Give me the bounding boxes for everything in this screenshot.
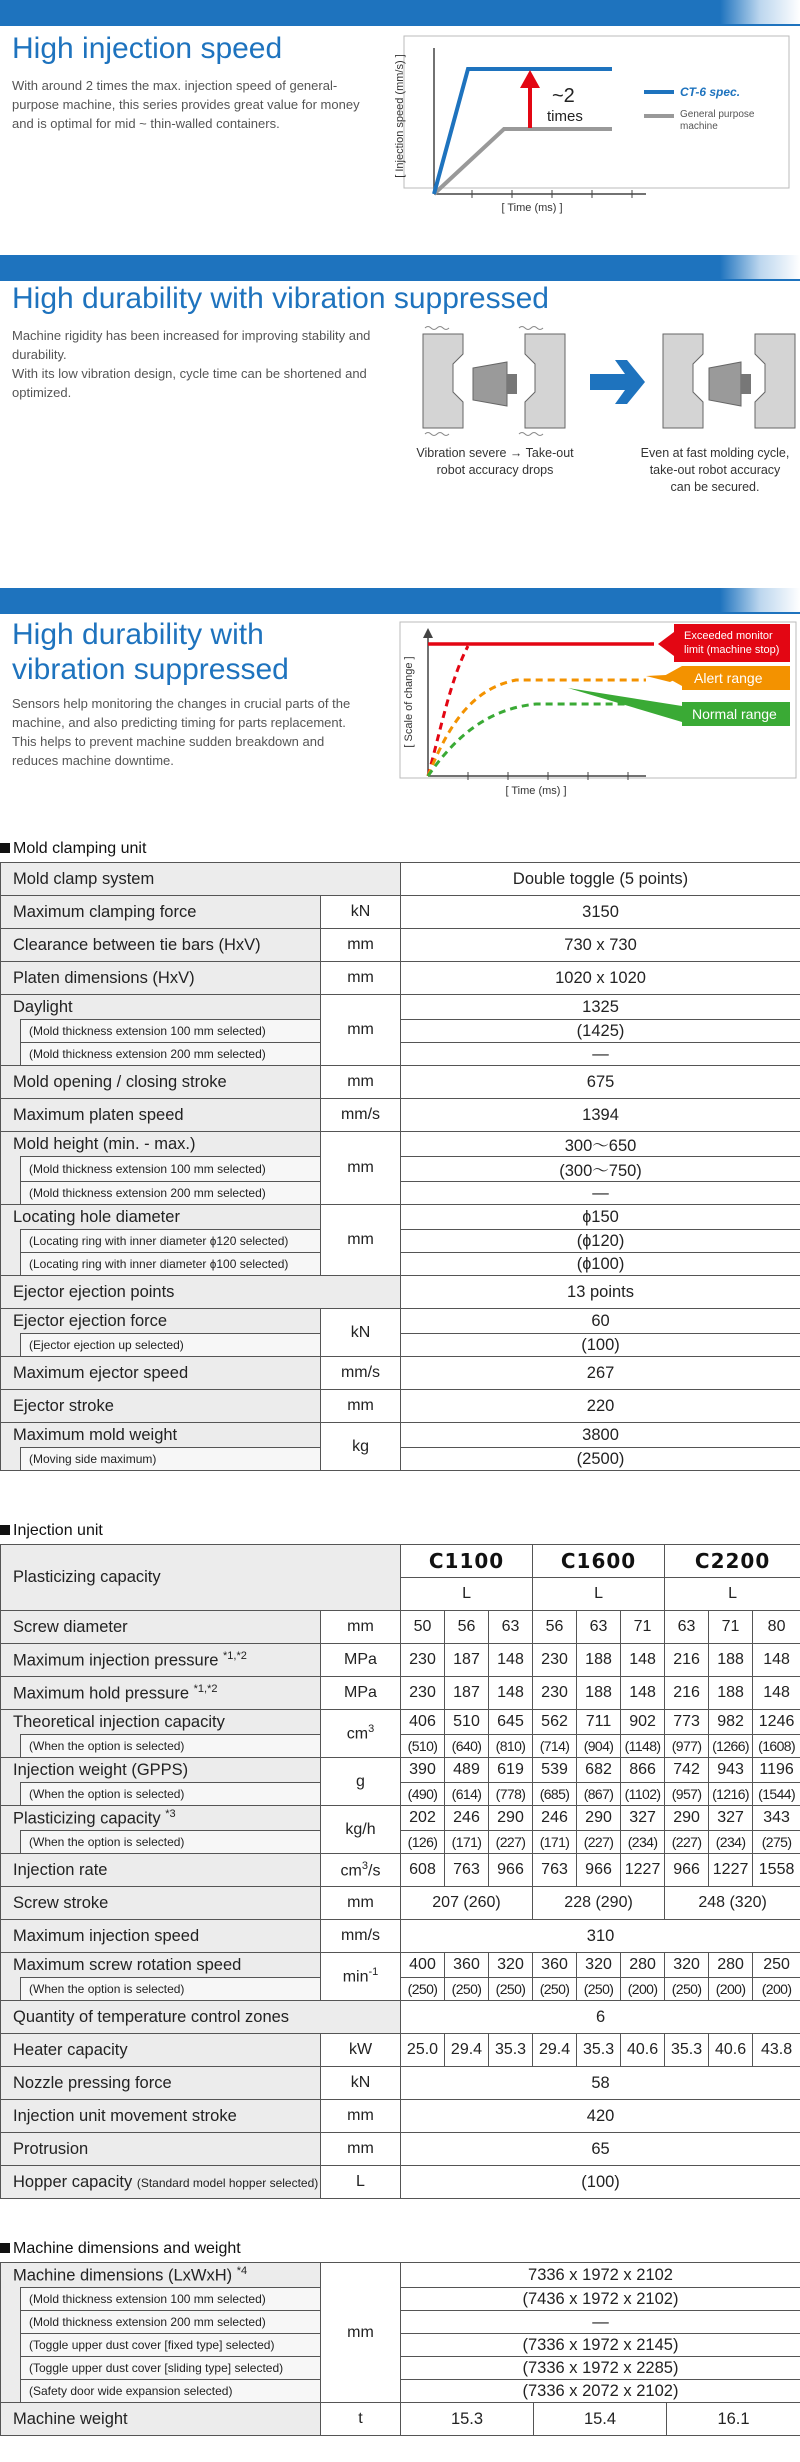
table-row: Mold clamp system Double toggle (5 points)	[1, 863, 800, 896]
table-row: Maximum injection speed mm/s 310	[1, 1920, 800, 1953]
table-cell: 246	[445, 1806, 489, 1831]
variant-c2200: L	[665, 1578, 800, 1611]
model-c2200: C2200	[665, 1545, 800, 1578]
green-curve	[428, 704, 646, 776]
table-cell: 510	[445, 1710, 489, 1735]
table-cell: 562	[533, 1710, 577, 1735]
table-cell: (200)	[709, 1978, 753, 2001]
stable-mold-right	[663, 334, 795, 428]
legend-general-2: machine	[680, 121, 718, 132]
table-row: Theoretical injection capacity $cm^3$ 406 510 645 562 711 902 773 982 1246	[1, 1710, 800, 1735]
table-row: (Moving side maximum) (2500)	[1, 1448, 800, 1471]
table-cell: (250)	[577, 1978, 621, 2001]
model-c1100: C1100	[401, 1545, 533, 1578]
legend-ct6: CT-6 spec.	[680, 85, 741, 99]
y-axis-arrow	[423, 628, 433, 776]
table-cell: (867)	[577, 1783, 621, 1806]
table-row: Machine weight t 15.3 15.4 16.1	[1, 2403, 800, 2436]
table-cell: 187	[445, 1677, 489, 1710]
table-row: Nozzle pressing force kN 58	[1, 2067, 800, 2100]
table-cell: 43.8	[753, 2034, 800, 2067]
table-cell: (685)	[533, 1783, 577, 1806]
table-cell: 645	[489, 1710, 533, 1735]
injection-unit-title: Injection unit	[0, 1522, 103, 1540]
section-text-injection-speed: With around 2 times the max. injection speed of general-purpose machine, this series provides great value for money and is optimal for mid ~ thin-walled containers.	[12, 78, 360, 131]
table-cell: 1227	[709, 1854, 753, 1887]
table-row: Mold height (min. - max.) mm 300〜650	[1, 1132, 800, 1157]
y-axis-label: [ Scale of change ]	[403, 656, 415, 748]
section-title-line1: High durability with	[12, 618, 264, 651]
table-cell: 40.6	[621, 2034, 665, 2067]
table-row: Screw stroke mm 207 (260) 228 (290) 248 (320)	[1, 1887, 800, 1920]
table-cell: 246	[533, 1806, 577, 1831]
table-cell: (234)	[709, 1831, 753, 1854]
table-row: Injection unit movement stroke mm 420	[1, 2100, 800, 2133]
table-cell: 148	[489, 1677, 533, 1710]
table-cell: 56	[533, 1611, 577, 1644]
table-row: (Mold thickness extension 100 mm selected) (7436 x 1972 x 2102)	[1, 2288, 800, 2311]
table-cell: (1148)	[621, 1735, 665, 1758]
label-normal-text: Normal range	[692, 706, 777, 722]
table-cell: 148	[621, 1677, 665, 1710]
section-title-injection-speed: High injection speed	[12, 32, 283, 65]
table-cell: (227)	[665, 1831, 709, 1854]
table-row: Maximum ejector speed mm/s 267	[1, 1357, 800, 1390]
table-cell: 230	[401, 1677, 445, 1710]
table-cell: (490)	[401, 1783, 445, 1806]
table-row: (Toggle upper dust cover [sliding type] selected) (7336 x 1972 x 2285)	[1, 2357, 800, 2380]
label-normal	[568, 688, 790, 726]
table-cell: (957)	[665, 1783, 709, 1806]
table-cell: 187	[445, 1644, 489, 1677]
table-cell: 608	[401, 1854, 445, 1887]
table-cell: (171)	[445, 1831, 489, 1854]
table-cell: (250)	[665, 1978, 709, 2001]
table-cell: 290	[577, 1806, 621, 1831]
table-cell: (250)	[533, 1978, 577, 2001]
vibrating-mold-left	[423, 327, 565, 436]
label-alert-text: Alert range	[694, 670, 763, 686]
table-cell: 202	[401, 1806, 445, 1831]
section-header-band	[0, 0, 800, 26]
table-cell: 390	[401, 1758, 445, 1783]
model-c1600: C1600	[533, 1545, 665, 1578]
table-row: (When the option is selected) (250) (250) (250) (250) (250) (200) (250) (200) (200)	[1, 1978, 800, 2001]
table-cell: 188	[709, 1677, 753, 1710]
table-cell: 902	[621, 1710, 665, 1735]
injection-speed-chart	[392, 28, 800, 220]
table-cell: (250)	[401, 1978, 445, 2001]
table-cell: (171)	[533, 1831, 577, 1854]
table-row: Injection rate $cm^3/s$ 608 763 966 763 966 1227 966 1227 1558	[1, 1854, 800, 1887]
orange-curve	[428, 680, 646, 776]
legend	[644, 85, 755, 132]
table-row: (Mold thickness extension 200 mm selected) —	[1, 1043, 800, 1066]
table-row: (Mold thickness extension 200 mm selected) —	[1, 1182, 800, 1205]
table-cell: 489	[445, 1758, 489, 1783]
table-row: (Mold thickness extension 200 mm selected) —	[1, 2311, 800, 2334]
legend-general-1: General purpose	[680, 109, 755, 120]
table-row: (When the option is selected) (126) (171) (227) (171) (227) (234) (227) (234) (275)	[1, 1831, 800, 1854]
table-cell: 866	[621, 1758, 665, 1783]
section-header-band	[0, 588, 800, 614]
x-axis-label: [ Time (ms) ]	[505, 785, 567, 797]
dimensions-table	[0, 2262, 800, 2436]
table-row: Quantity of temperature control zones 6	[1, 2001, 800, 2034]
table-cell: 773	[665, 1710, 709, 1735]
table-cell: (275)	[753, 1831, 800, 1854]
table-row: Ejector ejection points 13 points	[1, 1276, 800, 1309]
table-cell: 619	[489, 1758, 533, 1783]
table-cell: 763	[533, 1854, 577, 1887]
table-cell: 216	[665, 1677, 709, 1710]
label-limit-1: Exceeded monitor	[684, 630, 773, 642]
table-cell: 50	[401, 1611, 445, 1644]
table-cell: 290	[489, 1806, 533, 1831]
table-row: Screw diameter mm 50 56 63 56 63 71 63 71 80	[1, 1611, 800, 1644]
table-cell: (614)	[445, 1783, 489, 1806]
table-cell: 406	[401, 1710, 445, 1735]
table-cell: (250)	[445, 1978, 489, 2001]
table-cell: (227)	[577, 1831, 621, 1854]
table-cell: 711	[577, 1710, 621, 1735]
table-cell: 763	[445, 1854, 489, 1887]
table-cell: 71	[709, 1611, 753, 1644]
table-cell: 250	[753, 1953, 800, 1978]
table-cell: (126)	[401, 1831, 445, 1854]
variant-c1100: L	[401, 1578, 533, 1611]
variant-c1600: L	[533, 1578, 665, 1611]
table-row: Maximum injection pressure $^{*1,*2}$ MPa 230 187 148 230 188 148 216 188 148	[1, 1644, 800, 1677]
table-cell: 1227	[621, 1854, 665, 1887]
table-cell: (227)	[489, 1831, 533, 1854]
table-row: Plasticizing capacity C1100 C1600 C2200	[1, 1545, 800, 1578]
table-row: (Locating ring with inner diameter ɸ120 selected) (ɸ120)	[1, 1230, 800, 1253]
table-cell: 320	[577, 1953, 621, 1978]
table-cell: (1102)	[621, 1783, 665, 1806]
table-cell: 280	[621, 1953, 665, 1978]
table-cell: (810)	[489, 1735, 533, 1758]
section-title-line2: vibration suppressed	[12, 652, 289, 686]
table-cell: 35.3	[489, 2034, 533, 2067]
section-header-band	[0, 255, 800, 281]
table-row: Mold opening / closing stroke mm 675	[1, 1066, 800, 1099]
table-row: (Ejector ejection up selected) (100)	[1, 1334, 800, 1357]
table-cell: 63	[665, 1611, 709, 1644]
table-cell: 327	[621, 1806, 665, 1831]
table-cell: 230	[533, 1644, 577, 1677]
table-cell: 1196	[753, 1758, 800, 1783]
mold-clamping-table	[0, 862, 800, 1471]
table-cell: 207 (260)	[401, 1887, 533, 1920]
table-row: Protrusion mm 65	[1, 2133, 800, 2166]
table-row: Ejector ejection force kN 60	[1, 1309, 800, 1334]
table-cell: 742	[665, 1758, 709, 1783]
table-cell: 360	[533, 1953, 577, 1978]
label-limit-2: limit (machine stop)	[684, 644, 780, 656]
table-cell: 682	[577, 1758, 621, 1783]
table-cell: 400	[401, 1953, 445, 1978]
table-cell: (640)	[445, 1735, 489, 1758]
table-row: Injection weight (GPPS) g 390 489 619 539 682 866 742 943 1196	[1, 1758, 800, 1783]
monitoring-chart	[396, 618, 800, 798]
table-cell: 63	[577, 1611, 621, 1644]
table-cell: (1266)	[709, 1735, 753, 1758]
table-row: (Locating ring with inner diameter ɸ100 selected) (ɸ100)	[1, 1253, 800, 1276]
table-cell: 966	[665, 1854, 709, 1887]
table-row: Maximum hold pressure $^{*1,*2}$ MPa 230 187 148 230 188 148 216 188 148	[1, 1677, 800, 1710]
table-cell: 230	[401, 1644, 445, 1677]
table-cell: 40.6	[709, 2034, 753, 2067]
table-cell: 63	[489, 1611, 533, 1644]
table-cell: 343	[753, 1806, 800, 1831]
vibration-diagram	[415, 322, 800, 440]
table-row: Maximum platen speed mm/s 1394	[1, 1099, 800, 1132]
table-cell: (714)	[533, 1735, 577, 1758]
table-row: Clearance between tie bars (HxV) mm 730 x 730	[1, 929, 800, 962]
label-limit	[658, 624, 790, 662]
table-cell: 188	[709, 1644, 753, 1677]
section-text-vibration: Machine rigidity has been increased for improving stability and durability. With its low vibration design, cycle time can be shortened and optimized.	[12, 328, 371, 400]
y-axis-label: [ Injection speed (mm/s) ]	[394, 54, 406, 178]
table-cell: (977)	[665, 1735, 709, 1758]
table-cell: 25.0	[401, 2034, 445, 2067]
table-cell: 280	[709, 1953, 753, 1978]
table-cell: 1246	[753, 1710, 800, 1735]
table-cell: 327	[709, 1806, 753, 1831]
table-row: (Mold thickness extension 100 mm selected) (300〜750)	[1, 1157, 800, 1182]
mold-unit-title: Mold clamping unit	[0, 840, 146, 858]
table-row: Platen dimensions (HxV) mm 1020 x 1020	[1, 962, 800, 995]
section-text-monitoring: Sensors help monitoring the changes in crucial parts of the machine, and also predicting timing for parts replacement. This helps to prevent machine sudden breakdown and reduces machine downtime.	[12, 696, 351, 768]
table-cell: 29.4	[445, 2034, 489, 2067]
table-cell: (1216)	[709, 1783, 753, 1806]
table-row: Plasticizing capacity $^{*3}$ kg/h 202 246 290 246 290 327 290 327 343	[1, 1806, 800, 1831]
table-cell: 35.3	[665, 2034, 709, 2067]
table-cell: 35.3	[577, 2034, 621, 2067]
table-cell: 943	[709, 1758, 753, 1783]
caption-accuracy-secured: Even at fast molding cycle, take-out robot accuracy can be secured.	[640, 446, 790, 494]
caption-vibration-severe: Vibration severe → Take-out robot accuracy drops	[416, 446, 574, 477]
table-row: Hopper capacity (Standard model hopper selected) L (100)	[1, 2166, 800, 2199]
table-cell: (778)	[489, 1783, 533, 1806]
table-cell: 148	[489, 1644, 533, 1677]
table-row: Maximum mold weight kg 3800	[1, 1423, 800, 1448]
table-row: (When the option is selected) (510) (640) (810) (714) (904) (1148) (977) (1266) (1608)	[1, 1735, 800, 1758]
table-cell: (234)	[621, 1831, 665, 1854]
section-title-monitoring	[12, 618, 289, 687]
table-row: (When the option is selected) (490) (614) (778) (685) (867) (1102) (957) (1216) (1544)	[1, 1783, 800, 1806]
injection-unit-table	[0, 1544, 800, 2199]
table-cell: 188	[577, 1644, 621, 1677]
table-row: Heater capacity kW 25.0 29.4 35.3 29.4 35.3 40.6 35.3 40.6 43.8	[1, 2034, 800, 2067]
x-axis-label: [ Time (ms) ]	[501, 202, 563, 214]
table-cell: 148	[753, 1644, 800, 1677]
table-cell: 230	[533, 1677, 577, 1710]
table-cell: 148	[621, 1644, 665, 1677]
table-cell: 148	[753, 1677, 800, 1710]
table-cell: (1608)	[753, 1735, 800, 1758]
table-row: Locating hole diameter mm ɸ150	[1, 1205, 800, 1230]
table-row: Daylight mm 1325	[1, 995, 800, 1020]
table-row: Maximum screw rotation speed $\min^{-1}$ 400 360 320 360 320 280 320 280 250	[1, 1953, 800, 1978]
table-cell: (904)	[577, 1735, 621, 1758]
dims-unit-title: Machine dimensions and weight	[0, 2240, 241, 2258]
label-alert	[646, 666, 790, 690]
table-cell: 982	[709, 1710, 753, 1735]
table-cell: 1558	[753, 1854, 800, 1887]
table-cell: 216	[665, 1644, 709, 1677]
table-cell: (200)	[621, 1978, 665, 2001]
table-cell: 56	[445, 1611, 489, 1644]
table-cell: 320	[665, 1953, 709, 1978]
table-cell: 188	[577, 1677, 621, 1710]
table-cell: 29.4	[533, 2034, 577, 2067]
table-cell: 248 (320)	[665, 1887, 800, 1920]
general-purpose-line	[434, 129, 612, 194]
table-cell: 360	[445, 1953, 489, 1978]
table-cell: 966	[577, 1854, 621, 1887]
up-arrow	[520, 70, 540, 128]
annotation-sub: times	[547, 108, 583, 125]
table-cell: (1544)	[753, 1783, 800, 1806]
annotation-main: ~2	[552, 85, 575, 107]
red-curve	[428, 646, 468, 776]
table-cell: 71	[621, 1611, 665, 1644]
table-cell: 539	[533, 1758, 577, 1783]
table-cell: 290	[665, 1806, 709, 1831]
table-row: (Safety door wide expansion selected) (7336 x 2072 x 2102)	[1, 2380, 800, 2403]
table-row: Maximum clamping force kN 3150	[1, 896, 800, 929]
table-cell: (250)	[489, 1978, 533, 2001]
table-cell: (510)	[401, 1735, 445, 1758]
table-cell: 320	[489, 1953, 533, 1978]
arrow-right-icon	[590, 360, 645, 404]
table-cell: 228 (290)	[533, 1887, 665, 1920]
table-cell: 80	[753, 1611, 800, 1644]
table-cell: 966	[489, 1854, 533, 1887]
table-row: (Mold thickness extension 100 mm selected) (1425)	[1, 1020, 800, 1043]
table-row: Machine dimensions (LxWxH) $^{*4}$ mm 7336 x 1972 x 2102	[1, 2263, 800, 2288]
table-row: (Toggle upper dust cover [fixed type] selected) (7336 x 1972 x 2145)	[1, 2334, 800, 2357]
table-row: Ejector stroke mm 220	[1, 1390, 800, 1423]
table-cell: (200)	[753, 1978, 800, 2001]
section-title-vibration: High durability with vibration suppressed	[12, 282, 549, 315]
